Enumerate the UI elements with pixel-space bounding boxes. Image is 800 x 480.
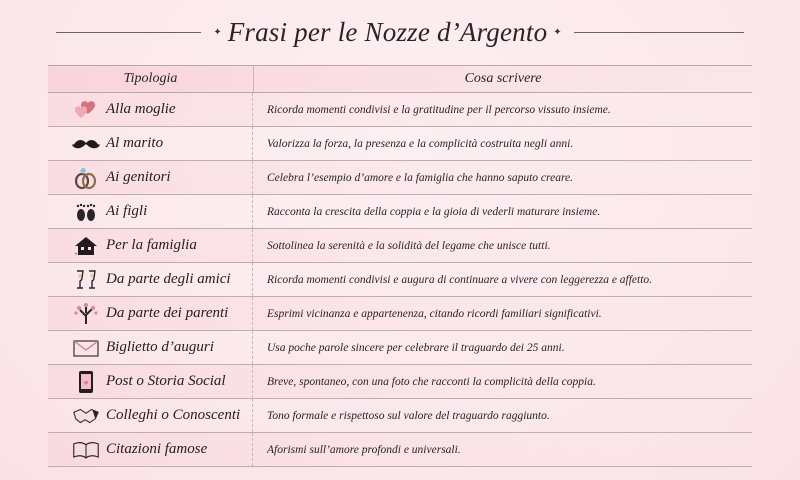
row-text: Celebra l’esempio d’amore e la famiglia che hanno saputo creare.: [267, 171, 573, 184]
row-text: Tono formale e rispettoso sul valore del traguardo raggiunto.: [267, 409, 550, 422]
row-text: Breve, spontaneo, con una foto che racconti la complicità della coppia.: [267, 375, 596, 388]
title-rule-left: [56, 32, 201, 33]
row-label: Da parte degli amici: [106, 271, 231, 287]
row-text: Usa poche parole sincere per celebrare il traguardo dei 25 anni.: [267, 341, 565, 354]
row-label: Colleghi o Conoscenti: [106, 407, 241, 423]
table-row: [48, 127, 752, 161]
row-text: Esprimi vicinanza e appartenenza, citando ricordi familiari significativi.: [267, 307, 602, 320]
page-title: Frasi per le Nozze d’Argento: [227, 16, 548, 47]
header-cosa-scrivere: Cosa scrivere: [464, 71, 542, 86]
row-label: Citazioni famose: [106, 441, 208, 457]
page-title-bar: [0, 14, 800, 50]
table-row: [48, 229, 752, 263]
table-row: [48, 433, 752, 467]
phrases-table: [48, 65, 752, 467]
footprints-icon: [72, 200, 100, 224]
table-row: [48, 365, 752, 399]
row-label: Al marito: [106, 135, 164, 151]
row-label: Post o Storia Social: [106, 373, 226, 389]
rings-icon: [72, 166, 100, 190]
row-text: Ricorda momenti condivisi e la gratitudine per il percorso vissuto insieme.: [267, 103, 611, 116]
table-row: [48, 263, 752, 297]
table-row: [48, 93, 752, 127]
title-rule-right: [574, 32, 744, 33]
table-row: [48, 195, 752, 229]
row-text: Valorizza la forza, la presenza e la complicità costruita negli anni.: [267, 137, 574, 150]
table-row: [48, 331, 752, 365]
row-label: Ai genitori: [106, 169, 171, 185]
table-header: [48, 65, 752, 93]
diamond-ornament-icon: ✦: [213, 26, 222, 38]
row-label: Alla moglie: [106, 101, 176, 117]
row-text: Sottolinea la serenità e la solidità del legame che unisce tutti.: [267, 239, 551, 252]
row-text: Aforismi sull’amore profondi e universali.: [267, 443, 461, 456]
diamond-ornament-icon: ✦: [553, 26, 562, 38]
header-tipologia: Tipologia: [48, 66, 254, 92]
family-tree-icon: [72, 302, 100, 326]
row-label: Da parte dei parenti: [106, 305, 229, 321]
smartphone-icon: [72, 370, 100, 394]
open-book-icon: [72, 438, 100, 462]
hearts-icon: [72, 98, 100, 122]
table-row: [48, 161, 752, 195]
row-label: Biglietto d’auguri: [106, 339, 214, 355]
mustache-icon: [72, 132, 100, 156]
handshake-icon: [72, 404, 100, 428]
envelope-icon: [72, 336, 100, 360]
house-icon: [72, 234, 100, 258]
table-row: [48, 399, 752, 433]
row-text: Racconta la crescita della coppia e la gioia di vederli maturare insieme.: [267, 205, 601, 218]
row-label: Per la famiglia: [106, 237, 197, 253]
row-label: Ai figli: [106, 203, 148, 219]
row-text: Ricorda momenti condivisi e augura di continuare a vivere con leggerezza e affetto.: [267, 273, 653, 286]
table-row: [48, 297, 752, 331]
champagne-glasses-icon: [72, 268, 100, 292]
